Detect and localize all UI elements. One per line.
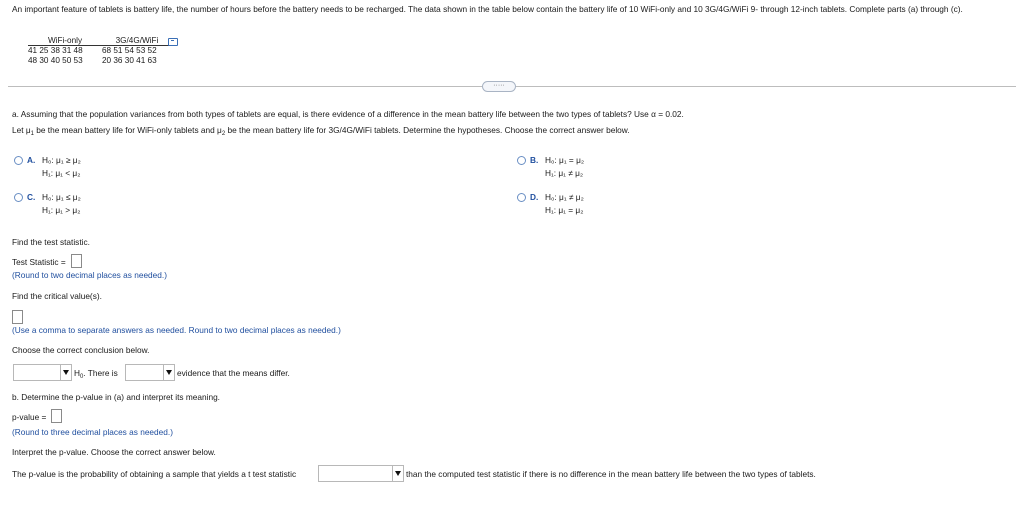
conclusion-decision-dropdown[interactable] (13, 364, 72, 381)
option-b-h0: H₀: μ₁ = μ₂ (545, 155, 585, 165)
option-a-h1: H₁: μ₁ < μ₂ (42, 168, 81, 178)
option-a-radio[interactable] (14, 156, 23, 165)
option-d-letter: D. (530, 192, 539, 202)
test-statistic-label: Test Statistic = (12, 257, 66, 267)
pvalue-input[interactable] (51, 409, 62, 423)
pvalue-label: p-value = (12, 412, 47, 422)
option-c-h0: H₀: μ₁ ≤ μ₂ (42, 192, 81, 202)
option-a-h0: H₀: μ₁ ≥ μ₂ (42, 155, 81, 165)
option-c-letter: C. (27, 192, 36, 202)
test-statistic-input[interactable] (71, 254, 82, 268)
option-a-letter: A. (27, 155, 36, 165)
conclusion-end-text: evidence that the means differ. (177, 368, 290, 378)
option-b-h1: H₁: μ₁ ≠ μ₂ (545, 168, 584, 178)
comma-round-hint: (Use a comma to separate answers as needed. Round to two decimal places as needed.) (12, 325, 341, 335)
pvalue-sentence-start: The p-value is the probability of obtaining a sample that yields a t test statistic (12, 469, 297, 479)
expand-more-button[interactable]: ····· (482, 81, 516, 92)
part-b-question: b. Determine the p-value in (a) and interpret its meaning. (12, 392, 220, 402)
option-d-radio[interactable] (517, 193, 526, 202)
pvalue-comparison-dropdown[interactable] (318, 465, 404, 482)
round-two-hint: (Round to two decimal places as needed.) (12, 270, 167, 280)
data-table (28, 36, 172, 65)
mu-definition: Let $\mu_1$ be the mean battery life for WiFi-only tablets and $\mu_2$ be the mean battery life for 3G/4G/WiFi tablets. Determine the hypotheses. Choose the correct answer below. (12, 125, 630, 137)
table-cell: 48 30 40 50 53 (28, 55, 83, 65)
chevron-down-icon (392, 466, 403, 481)
option-d-h0: H₀: μ₁ ≠ μ₂ (545, 192, 584, 202)
find-critical-values: Find the critical value(s). (12, 291, 102, 301)
table-header-3g4g-wifi: 3G/4G/WiFi (102, 36, 172, 46)
table-row (28, 46, 172, 56)
table-cell: 41 25 38 31 48 (28, 46, 83, 55)
option-b-radio[interactable] (517, 156, 526, 165)
chevron-down-icon (60, 365, 71, 380)
pvalue-sentence-end: than the computed test statistic if there is no difference in the mean battery life between the two types of tablets. (406, 469, 816, 479)
option-b-letter: B. (530, 155, 539, 165)
critical-values-input[interactable] (12, 310, 23, 324)
table-row (28, 56, 172, 66)
part-a-question: a. Assuming that the population variances from both types of tablets are equal, is there evidence of a difference in the mean battery life between the two types of tablets? Use α = 0.02. (12, 109, 684, 119)
copy-data-icon[interactable] (168, 38, 178, 46)
choose-conclusion: Choose the correct conclusion below. (12, 345, 150, 355)
option-c-h1: H₁: μ₁ > μ₂ (42, 205, 81, 215)
table-cell: 68 51 54 53 52 (102, 46, 157, 55)
table-cell: 20 36 30 41 63 (102, 55, 157, 65)
conclusion-h0-text: $H_0$. There is (74, 368, 118, 380)
table-header-wifi-only: WiFi-only (28, 36, 102, 46)
option-d-h1: H₁: μ₁ = μ₂ (545, 205, 584, 215)
interpret-pvalue: Interpret the p-value. Choose the correct answer below. (12, 447, 216, 457)
problem-intro: An important feature of tablets is battery life, the number of hours before the battery needs to be recharged. The data shown in the table below contain the battery life of 10 WiFi-only and 10 3G/4G/WiFi 9- through 12-inch tablets. Complete parts (a) through (c). (12, 4, 963, 14)
chevron-down-icon (163, 365, 174, 380)
option-c-radio[interactable] (14, 193, 23, 202)
round-three-hint: (Round to three decimal places as needed.) (12, 427, 173, 437)
conclusion-evidence-dropdown[interactable] (125, 364, 175, 381)
find-test-statistic: Find the test statistic. (12, 237, 90, 247)
